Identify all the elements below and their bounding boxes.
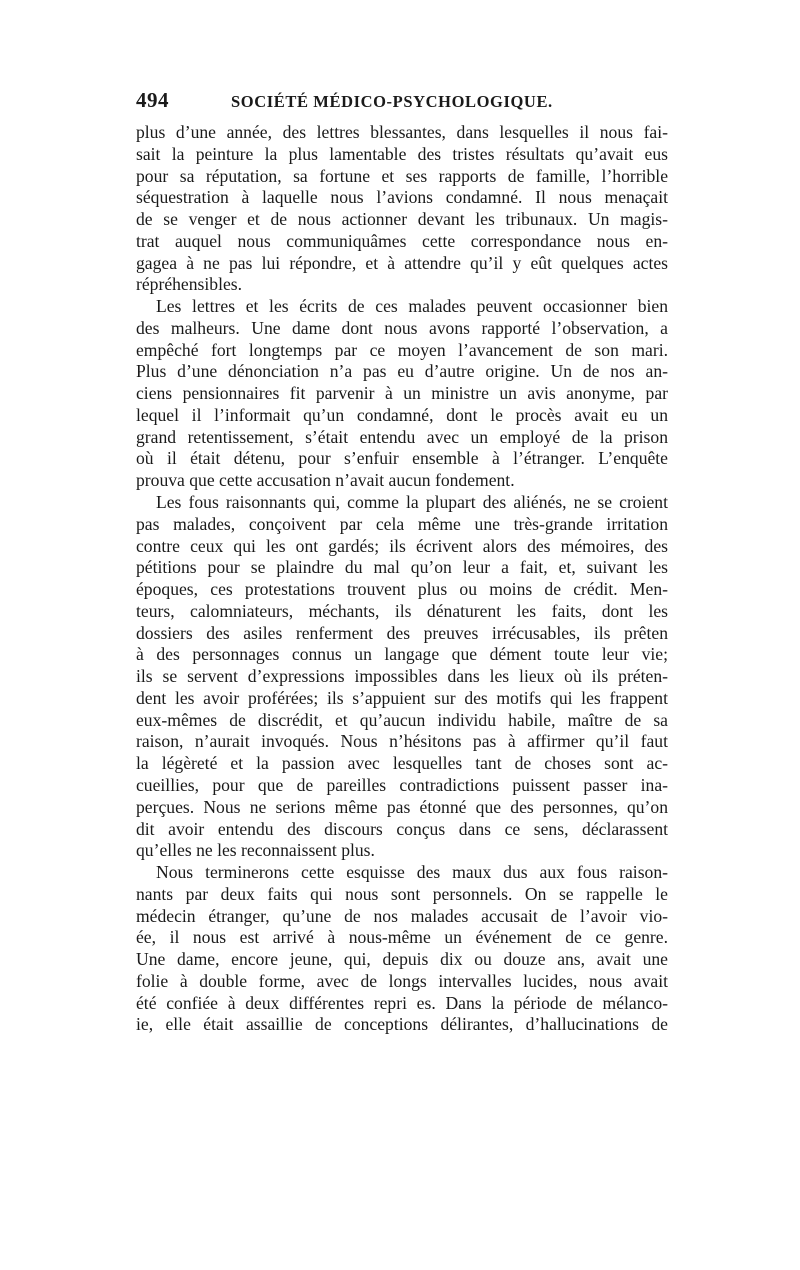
- text-line: époques, ces protestations trouvent plus ou moins de crédit. Men-: [136, 579, 668, 600]
- text-line: ie, elle était assaillie de conceptions délirantes, d’hallucinations de: [136, 1014, 668, 1035]
- text-line: ils se servent d’expressions impossibles dans les lieux où ils préten-: [136, 666, 668, 687]
- text-line: des malheurs. Une dame dont nous avons rapporté l’observation, a: [136, 317, 668, 338]
- text-line: ciens pensionnaires fit parvenir à un ministre un avis anonyme, par: [136, 383, 668, 404]
- text-line: prouva que cette accusation n’avait aucun fondement.: [136, 470, 515, 491]
- running-head: SOCIÉTÉ MÉDICO-PSYCHOLOGIQUE.: [231, 92, 553, 111]
- book-page: [136, 88, 668, 1036]
- text-line: Plus d’une dénonciation n’a pas eu d’autre origine. Un de nos an-: [136, 361, 668, 382]
- text-line: la légèreté et la passion avec lesquelles tant de choses sont ac-: [136, 753, 668, 774]
- text-line: à des personnages connus un langage que dément toute leur vie;: [136, 644, 668, 665]
- text-line: eux-mêmes de discrédit, et qu’aucun individu habile, maître de sa: [136, 709, 668, 730]
- text-line: folie à double forme, avec de longs intervalles lucides, nous avait: [136, 970, 668, 991]
- text-line: qu’elles ne les reconnaissent plus.: [136, 840, 375, 861]
- text-line: dossiers des asiles renferment des preuves irrécusables, ils prêten: [136, 622, 668, 643]
- text-line: teurs, calomniateurs, méchants, ils dénaturent les faits, dont les: [136, 600, 668, 621]
- text-line: Les fous raisonnants qui, comme la plupart des aliénés, ne se croient: [156, 492, 668, 513]
- text-line: dit avoir entendu des discours conçus dans ce sens, déclarassent: [136, 818, 668, 839]
- text-line: été confiée à deux différentes repri es. Dans la période de mélanco-: [136, 992, 668, 1013]
- text-line: trat auquel nous communiquâmes cette correspondance nous en-: [136, 230, 668, 251]
- text-line: raison, n’aurait invoqués. Nous n’hésitons pas à affirmer qu’il faut: [136, 731, 668, 752]
- text-line: gagea à ne pas lui répondre, et à attendre qu’il y eût quelques actes: [136, 252, 668, 273]
- text-line: dent les avoir proférées; ils s’appuient sur des motifs qui les frappent: [136, 687, 668, 708]
- page-header: [136, 88, 668, 122]
- text-line: nants par deux faits qui nous sont personnels. On se rappelle le: [136, 883, 668, 904]
- text-line: où il était détenu, pour s’enfuir ensemble à l’étranger. L’enquête: [136, 448, 668, 469]
- text-line: lequel il l’informait qu’un condamné, dont le procès avait eu un: [136, 404, 668, 425]
- text-line: cueillies, pour que de pareilles contradictions puissent passer ina-: [136, 774, 668, 795]
- text-line: pas malades, conçoivent par cela même une très-grande irritation: [136, 513, 668, 534]
- text-line: contre ceux qui les ont gardés; ils écrivent alors des mémoires, des: [136, 535, 668, 556]
- text-line: Les lettres et les écrits de ces malades peuvent occasionner bien: [156, 296, 668, 317]
- text-line: de se venger et de nous actionner devant les tribunaux. Un magis-: [136, 209, 668, 230]
- text-line: Une dame, encore jeune, qui, depuis dix ou douze ans, avait une: [136, 949, 668, 970]
- text-line: empêché fort longtemps par ce moyen l’avancement de son mari.: [136, 339, 668, 360]
- text-line: ée, il nous est arrivé à nous-même un événement de ce genre.: [136, 927, 668, 948]
- text-line: médecin étranger, qu’une de nos malades accusait de l’avoir vio-: [136, 905, 668, 926]
- text-line: Nous terminerons cette esquisse des maux dus aux fous raison-: [156, 862, 668, 883]
- text-line: perçues. Nous ne serions même pas étonné que des personnes, qu’on: [136, 796, 668, 817]
- body-text: [136, 122, 668, 1036]
- text-line: sait la peinture la plus lamentable des tristes résultats qu’avait eus: [136, 143, 668, 164]
- text-line: répréhensibles.: [136, 274, 243, 295]
- page-number: 494: [136, 88, 169, 112]
- text-line: séquestration à laquelle nous l’avions condamné. Il nous menaçait: [136, 187, 668, 208]
- text-line: grand retentissement, s’était entendu avec un employé de la prison: [136, 426, 668, 447]
- text-line: plus d’une année, des lettres blessantes, dans lesquelles il nous fai-: [136, 122, 668, 142]
- text-line: pour sa réputation, sa fortune et ses rapports de famille, l’horrible: [136, 165, 668, 186]
- text-line: pétitions pour se plaindre du mal qu’on leur a fait, et, suivant les: [136, 557, 668, 578]
